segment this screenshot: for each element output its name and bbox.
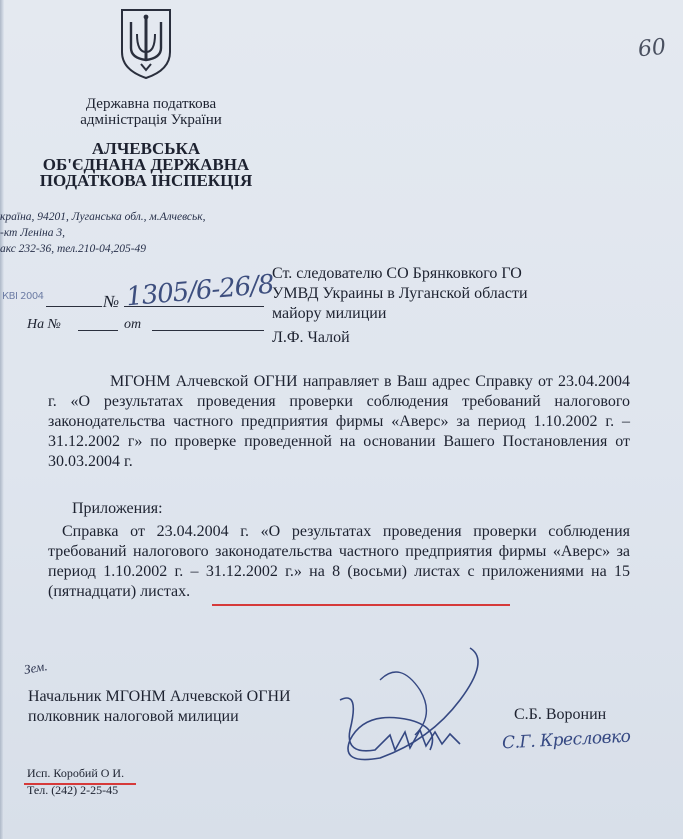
org-name-line1: Державна податкова <box>85 96 217 112</box>
address-line2: -кт Леніна 3, <box>0 227 65 239</box>
handwritten-name: С.Г. Кресловко <box>501 726 631 754</box>
signatory-name: С.Б. Воронин <box>514 706 607 723</box>
trident-emblem-icon <box>119 8 173 80</box>
stamp-date: КВІ 2004 <box>2 291 44 302</box>
addressee-line4: Л.Ф. Чалой <box>272 329 350 346</box>
attachments-title: Приложения: <box>72 500 163 517</box>
red-underline-attachments <box>212 604 510 606</box>
attachments-text: Справка от 23.04.2004 г. «О результатах проведения проверки соблюдения требований налогового законодательства частного предприятия фирмы «Аверс» за период 1.10.2002 г. – 31.12.2002 г.» на 8 (восьми) листах с приложениями на 15 (пятнадцати) листах. <box>48 523 630 600</box>
attachments-paragraph <box>48 522 630 602</box>
reply-date-underline <box>152 330 264 331</box>
inspection-name-line1: АЛЧЕВСЬКА <box>91 139 201 158</box>
signatory-title-line1: Начальник МГОНМ Алчевской ОГНИ <box>28 688 291 705</box>
reply-number-underline <box>78 330 118 331</box>
executor-name: Исп. Коробий О И. <box>27 766 125 780</box>
body-text: МГОНМ Алчевской ОГНИ направляет в Ваш адрес Справку от 23.04.2004 г. «О результатах проведения проверки соблюдения требований налогового законодательства частного предприятия фирмы «Аверс» за период 1.10.2002 г. – 31.12.2002 г» по проверке проведенной на основании Вашего Постановления от 30.03.2004 г. <box>48 373 630 470</box>
page-fold-shadow <box>0 0 4 839</box>
address-line3: акс 232-36, тел.210-04,205-49 <box>0 243 147 255</box>
handwritten-mark: Зем. <box>22 658 49 677</box>
signature-scribble <box>320 640 520 770</box>
signatory-title-line2: полковник налоговой милиции <box>28 708 239 725</box>
number-label: № <box>103 292 120 311</box>
number-underline <box>124 306 264 307</box>
reply-to-label: На № <box>27 317 61 332</box>
address-line1: країна, 94201, Луганська обл., м.Алчевськ, <box>0 211 206 223</box>
inspection-name-line3: ПОДАТКОВА ІНСПЕКЦІЯ <box>39 171 253 190</box>
addressee-line2: УМВД Украины в Луганской области <box>272 285 528 302</box>
outgoing-number: 1305/6-26/8 <box>124 269 275 313</box>
org-name-line2: адміністрація України <box>80 112 222 128</box>
inspection-name-line2: ОБ'ЄДНАНА ДЕРЖАВНА <box>42 155 250 174</box>
from-label: от <box>124 317 142 332</box>
addressee-line1: Ст. следователю СО Брянковкого ГО <box>272 265 522 282</box>
body-paragraph <box>48 372 630 472</box>
handwritten-page-number: 60 <box>636 34 668 63</box>
date-underline <box>46 306 102 307</box>
addressee-line3: майору милиции <box>272 305 387 322</box>
executor-phone: Тел. (242) 2-25-45 <box>27 783 119 797</box>
